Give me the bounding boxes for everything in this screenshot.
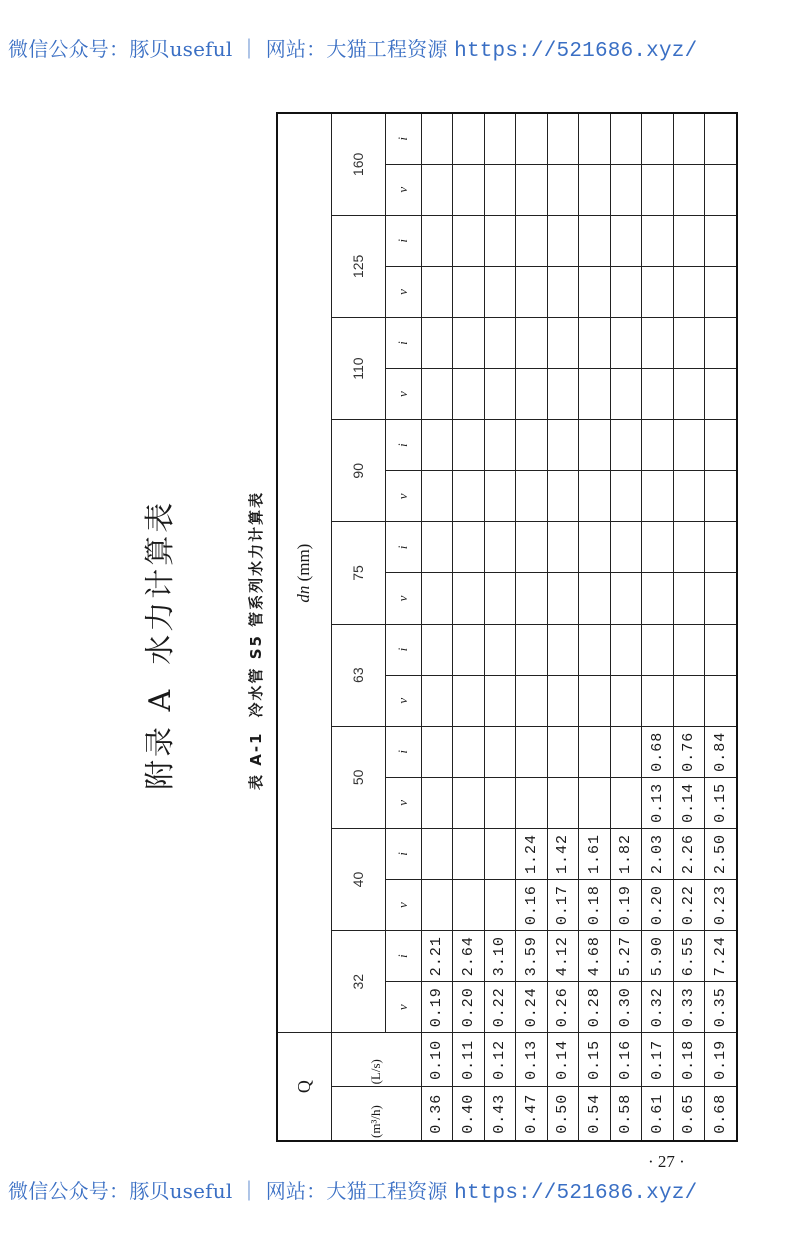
empty-cell — [484, 522, 516, 573]
i32-cell: 7.24 — [705, 931, 738, 982]
v50-cell — [484, 777, 516, 828]
empty-cell — [610, 113, 642, 164]
empty-cell — [579, 164, 611, 215]
empty-cell — [547, 318, 579, 369]
q-ls-cell: 0.19 — [705, 1033, 738, 1087]
size-110: 110 — [331, 318, 385, 420]
v32-cell: 0.30 — [610, 982, 642, 1033]
empty-cell — [484, 369, 516, 420]
empty-cell — [453, 369, 485, 420]
v40-cell: 0.20 — [642, 880, 674, 931]
empty-cell — [516, 471, 548, 522]
empty-cell — [705, 420, 738, 471]
q-ls-cell: 0.13 — [516, 1033, 548, 1087]
empty-cell — [673, 675, 705, 726]
empty-cell — [579, 318, 611, 369]
empty-cell — [705, 573, 738, 624]
v40-cell: 0.17 — [547, 880, 579, 931]
empty-cell — [453, 675, 485, 726]
appendix-title — [135, 500, 179, 790]
empty-cell — [642, 624, 674, 675]
empty-cell — [579, 215, 611, 266]
v32-cell: 0.28 — [579, 982, 611, 1033]
empty-cell — [642, 113, 674, 164]
table-row — [421, 113, 453, 1141]
empty-cell — [453, 624, 485, 675]
v50-cell — [579, 777, 611, 828]
size-50: 50 — [331, 726, 385, 828]
empty-cell — [610, 522, 642, 573]
empty-cell — [453, 573, 485, 624]
empty-cell — [516, 420, 548, 471]
v40-cell: 0.19 — [610, 880, 642, 931]
v50-cell: 0.14 — [673, 777, 705, 828]
empty-cell — [547, 420, 579, 471]
empty-cell — [579, 369, 611, 420]
empty-cell — [642, 215, 674, 266]
empty-cell — [421, 215, 453, 266]
i32-cell: 5.90 — [642, 931, 674, 982]
i32-cell: 4.68 — [579, 931, 611, 982]
table-body — [421, 113, 737, 1141]
i40-cell — [484, 828, 516, 879]
empty-cell — [579, 266, 611, 317]
empty-cell — [610, 573, 642, 624]
table-row — [673, 113, 705, 1141]
q-m3h-cell: 0.68 — [705, 1087, 738, 1141]
q-m3h-cell: 0.43 — [484, 1087, 516, 1141]
i-header: i — [385, 624, 421, 675]
i40-cell: 1.82 — [610, 828, 642, 879]
i-header: i — [385, 215, 421, 266]
i50-cell — [610, 726, 642, 777]
empty-cell — [579, 624, 611, 675]
empty-cell — [705, 113, 738, 164]
watermark-url: https://521686.xyz/ — [454, 1182, 698, 1205]
i-header: i — [385, 726, 421, 777]
empty-cell — [673, 164, 705, 215]
i50-cell — [579, 726, 611, 777]
empty-cell — [642, 522, 674, 573]
empty-cell — [421, 573, 453, 624]
table-row — [453, 113, 485, 1141]
empty-cell — [453, 164, 485, 215]
i50-cell — [453, 726, 485, 777]
empty-cell — [642, 266, 674, 317]
watermark-url: https://521686.xyz/ — [454, 40, 698, 63]
page-number: · 27 · — [648, 1152, 685, 1171]
empty-cell — [484, 471, 516, 522]
empty-cell — [642, 420, 674, 471]
empty-cell — [484, 318, 516, 369]
size-90: 90 — [331, 420, 385, 522]
empty-cell — [579, 113, 611, 164]
i40-cell — [453, 828, 485, 879]
v32-cell: 0.22 — [484, 982, 516, 1033]
empty-cell — [516, 164, 548, 215]
v40-cell: 0.16 — [516, 880, 548, 931]
i40-cell: 2.26 — [673, 828, 705, 879]
v50-cell — [610, 777, 642, 828]
empty-cell — [705, 675, 738, 726]
v50-cell — [547, 777, 579, 828]
empty-cell — [705, 369, 738, 420]
empty-cell — [421, 369, 453, 420]
v32-cell: 0.33 — [673, 982, 705, 1033]
q-ls-cell: 0.12 — [484, 1033, 516, 1087]
empty-cell — [516, 369, 548, 420]
empty-cell — [547, 369, 579, 420]
empty-cell — [516, 573, 548, 624]
i40-cell — [421, 828, 453, 879]
v50-cell — [453, 777, 485, 828]
empty-cell — [579, 522, 611, 573]
empty-cell — [516, 215, 548, 266]
empty-cell — [421, 266, 453, 317]
v50-cell: 0.13 — [642, 777, 674, 828]
empty-cell — [547, 113, 579, 164]
v32-cell: 0.20 — [453, 982, 485, 1033]
empty-cell — [453, 420, 485, 471]
i32-cell: 3.59 — [516, 931, 548, 982]
v-header: v — [385, 573, 421, 624]
i50-cell — [484, 726, 516, 777]
dn-unit: (mm) — [294, 543, 314, 582]
table-row — [516, 113, 548, 1141]
i-header: i — [385, 828, 421, 879]
empty-cell — [610, 624, 642, 675]
i50-cell — [421, 726, 453, 777]
i32-cell: 4.12 — [547, 931, 579, 982]
i-header: i — [385, 931, 421, 982]
empty-cell — [705, 215, 738, 266]
size-160: 160 — [331, 113, 385, 215]
empty-cell — [610, 675, 642, 726]
v40-cell: 0.18 — [579, 880, 611, 931]
watermark-bottom — [8, 1175, 798, 1205]
empty-cell — [516, 113, 548, 164]
empty-cell — [547, 471, 579, 522]
i-header: i — [385, 420, 421, 471]
empty-cell — [484, 164, 516, 215]
q-unit-m3h: (m³/h) — [331, 1087, 421, 1141]
table-caption — [245, 491, 266, 790]
empty-cell — [705, 266, 738, 317]
q-m3h-cell: 0.61 — [642, 1087, 674, 1141]
v-header: v — [385, 675, 421, 726]
q-ls-cell: 0.11 — [453, 1033, 485, 1087]
empty-cell — [421, 675, 453, 726]
v-header: v — [385, 982, 421, 1033]
vi-header-row — [385, 113, 421, 1141]
empty-cell — [642, 369, 674, 420]
q-ls-cell: 0.17 — [642, 1033, 674, 1087]
q-ls-cell: 0.15 — [579, 1033, 611, 1087]
table-title: 冷水管 S5 管系列水力计算表 — [247, 490, 265, 718]
i32-cell: 3.10 — [484, 931, 516, 982]
empty-cell — [673, 215, 705, 266]
v40-cell — [453, 880, 485, 931]
empty-cell — [673, 369, 705, 420]
q-header: Q — [277, 1033, 331, 1141]
table-row — [610, 113, 642, 1141]
empty-cell — [673, 471, 705, 522]
table-row — [705, 113, 738, 1141]
empty-cell — [484, 420, 516, 471]
size-75: 75 — [331, 522, 385, 624]
q-ls-cell: 0.18 — [673, 1033, 705, 1087]
empty-cell — [579, 675, 611, 726]
q-m3h-cell: 0.36 — [421, 1087, 453, 1141]
empty-cell — [421, 471, 453, 522]
empty-cell — [579, 420, 611, 471]
size-header-row — [331, 113, 385, 1141]
v-header: v — [385, 164, 421, 215]
v40-cell: 0.22 — [673, 880, 705, 931]
empty-cell — [516, 522, 548, 573]
table-row — [642, 113, 674, 1141]
v40-cell — [421, 880, 453, 931]
empty-cell — [579, 573, 611, 624]
empty-cell — [705, 471, 738, 522]
hydraulic-calculation-table — [276, 112, 738, 1142]
q-m3h-cell: 0.50 — [547, 1087, 579, 1141]
empty-cell — [484, 113, 516, 164]
empty-cell — [484, 573, 516, 624]
empty-cell — [673, 624, 705, 675]
empty-cell — [610, 266, 642, 317]
q-m3h-cell: 0.58 — [610, 1087, 642, 1141]
empty-cell — [453, 266, 485, 317]
v-header: v — [385, 777, 421, 828]
empty-cell — [642, 471, 674, 522]
size-63: 63 — [331, 624, 385, 726]
v40-cell — [484, 880, 516, 931]
empty-cell — [453, 471, 485, 522]
empty-cell — [642, 164, 674, 215]
empty-cell — [547, 675, 579, 726]
q-ls-cell: 0.16 — [610, 1033, 642, 1087]
q-m3h-cell: 0.65 — [673, 1087, 705, 1141]
i32-cell: 2.21 — [421, 931, 453, 982]
dn-symbol: dn — [294, 585, 314, 603]
q-m3h-cell: 0.40 — [453, 1087, 485, 1141]
empty-cell — [642, 675, 674, 726]
empty-cell — [516, 675, 548, 726]
empty-cell — [610, 420, 642, 471]
v32-cell: 0.19 — [421, 982, 453, 1033]
watermark-label: 微信公众号：豚贝useful ｜ 网站：大猫工程资源 — [8, 37, 448, 61]
q-unit-ls: (L/s) — [331, 1033, 421, 1087]
dn-header — [277, 113, 331, 1033]
empty-cell — [453, 215, 485, 266]
empty-cell — [484, 215, 516, 266]
empty-cell — [610, 369, 642, 420]
empty-cell — [673, 420, 705, 471]
i40-cell: 1.61 — [579, 828, 611, 879]
v-header: v — [385, 266, 421, 317]
i40-cell: 2.03 — [642, 828, 674, 879]
size-125: 125 — [331, 215, 385, 317]
appendix-title-text: 水力计算表 — [143, 499, 178, 665]
i32-cell: 6.55 — [673, 931, 705, 982]
i40-cell: 1.24 — [516, 828, 548, 879]
table-number: 表 A-1 — [247, 731, 265, 790]
i-header: i — [385, 318, 421, 369]
q-m3h-cell: 0.47 — [516, 1087, 548, 1141]
empty-cell — [642, 573, 674, 624]
q-ls-cell: 0.10 — [421, 1033, 453, 1087]
v50-cell: 0.15 — [705, 777, 738, 828]
empty-cell — [610, 164, 642, 215]
empty-cell — [673, 266, 705, 317]
empty-cell — [705, 624, 738, 675]
empty-cell — [547, 573, 579, 624]
empty-cell — [453, 522, 485, 573]
v-header: v — [385, 880, 421, 931]
empty-cell — [579, 471, 611, 522]
v50-cell — [421, 777, 453, 828]
q-m3h-cell: 0.54 — [579, 1087, 611, 1141]
i32-cell: 5.27 — [610, 931, 642, 982]
i50-cell — [516, 726, 548, 777]
empty-cell — [453, 113, 485, 164]
empty-cell — [484, 624, 516, 675]
empty-cell — [516, 624, 548, 675]
empty-cell — [516, 318, 548, 369]
empty-cell — [547, 624, 579, 675]
i50-cell: 0.76 — [673, 726, 705, 777]
v32-cell: 0.32 — [642, 982, 674, 1033]
empty-cell — [673, 573, 705, 624]
empty-cell — [705, 164, 738, 215]
empty-cell — [673, 522, 705, 573]
i32-cell: 2.64 — [453, 931, 485, 982]
empty-cell — [516, 266, 548, 317]
empty-cell — [421, 420, 453, 471]
empty-cell — [642, 318, 674, 369]
i-header: i — [385, 113, 421, 164]
empty-cell — [673, 318, 705, 369]
watermark-top — [8, 33, 798, 63]
empty-cell — [421, 522, 453, 573]
empty-cell — [610, 318, 642, 369]
empty-cell — [421, 113, 453, 164]
i50-cell — [547, 726, 579, 777]
v-header: v — [385, 369, 421, 420]
table-row — [484, 113, 516, 1141]
empty-cell — [421, 318, 453, 369]
v32-cell: 0.35 — [705, 982, 738, 1033]
empty-cell — [705, 318, 738, 369]
v50-cell — [516, 777, 548, 828]
v32-cell: 0.24 — [516, 982, 548, 1033]
q-ls-cell: 0.14 — [547, 1033, 579, 1087]
empty-cell — [421, 164, 453, 215]
empty-cell — [547, 215, 579, 266]
v40-cell: 0.23 — [705, 880, 738, 931]
v-header: v — [385, 471, 421, 522]
i-header: i — [385, 522, 421, 573]
hydraulic-table-container — [276, 112, 738, 1142]
table-row — [547, 113, 579, 1141]
i40-cell: 1.42 — [547, 828, 579, 879]
appendix-prefix: 附录 A — [143, 686, 178, 790]
empty-cell — [484, 266, 516, 317]
size-40: 40 — [331, 828, 385, 930]
i40-cell: 2.50 — [705, 828, 738, 879]
size-32: 32 — [331, 931, 385, 1033]
empty-cell — [547, 164, 579, 215]
empty-cell — [610, 471, 642, 522]
watermark-label: 微信公众号：豚贝useful ｜ 网站：大猫工程资源 — [8, 1179, 448, 1203]
empty-cell — [547, 522, 579, 573]
empty-cell — [547, 266, 579, 317]
empty-cell — [453, 318, 485, 369]
v32-cell: 0.26 — [547, 982, 579, 1033]
i50-cell: 0.68 — [642, 726, 674, 777]
empty-cell — [610, 215, 642, 266]
empty-cell — [705, 522, 738, 573]
table-row — [579, 113, 611, 1141]
empty-cell — [421, 624, 453, 675]
empty-cell — [484, 675, 516, 726]
i50-cell: 0.84 — [705, 726, 738, 777]
empty-cell — [673, 113, 705, 164]
